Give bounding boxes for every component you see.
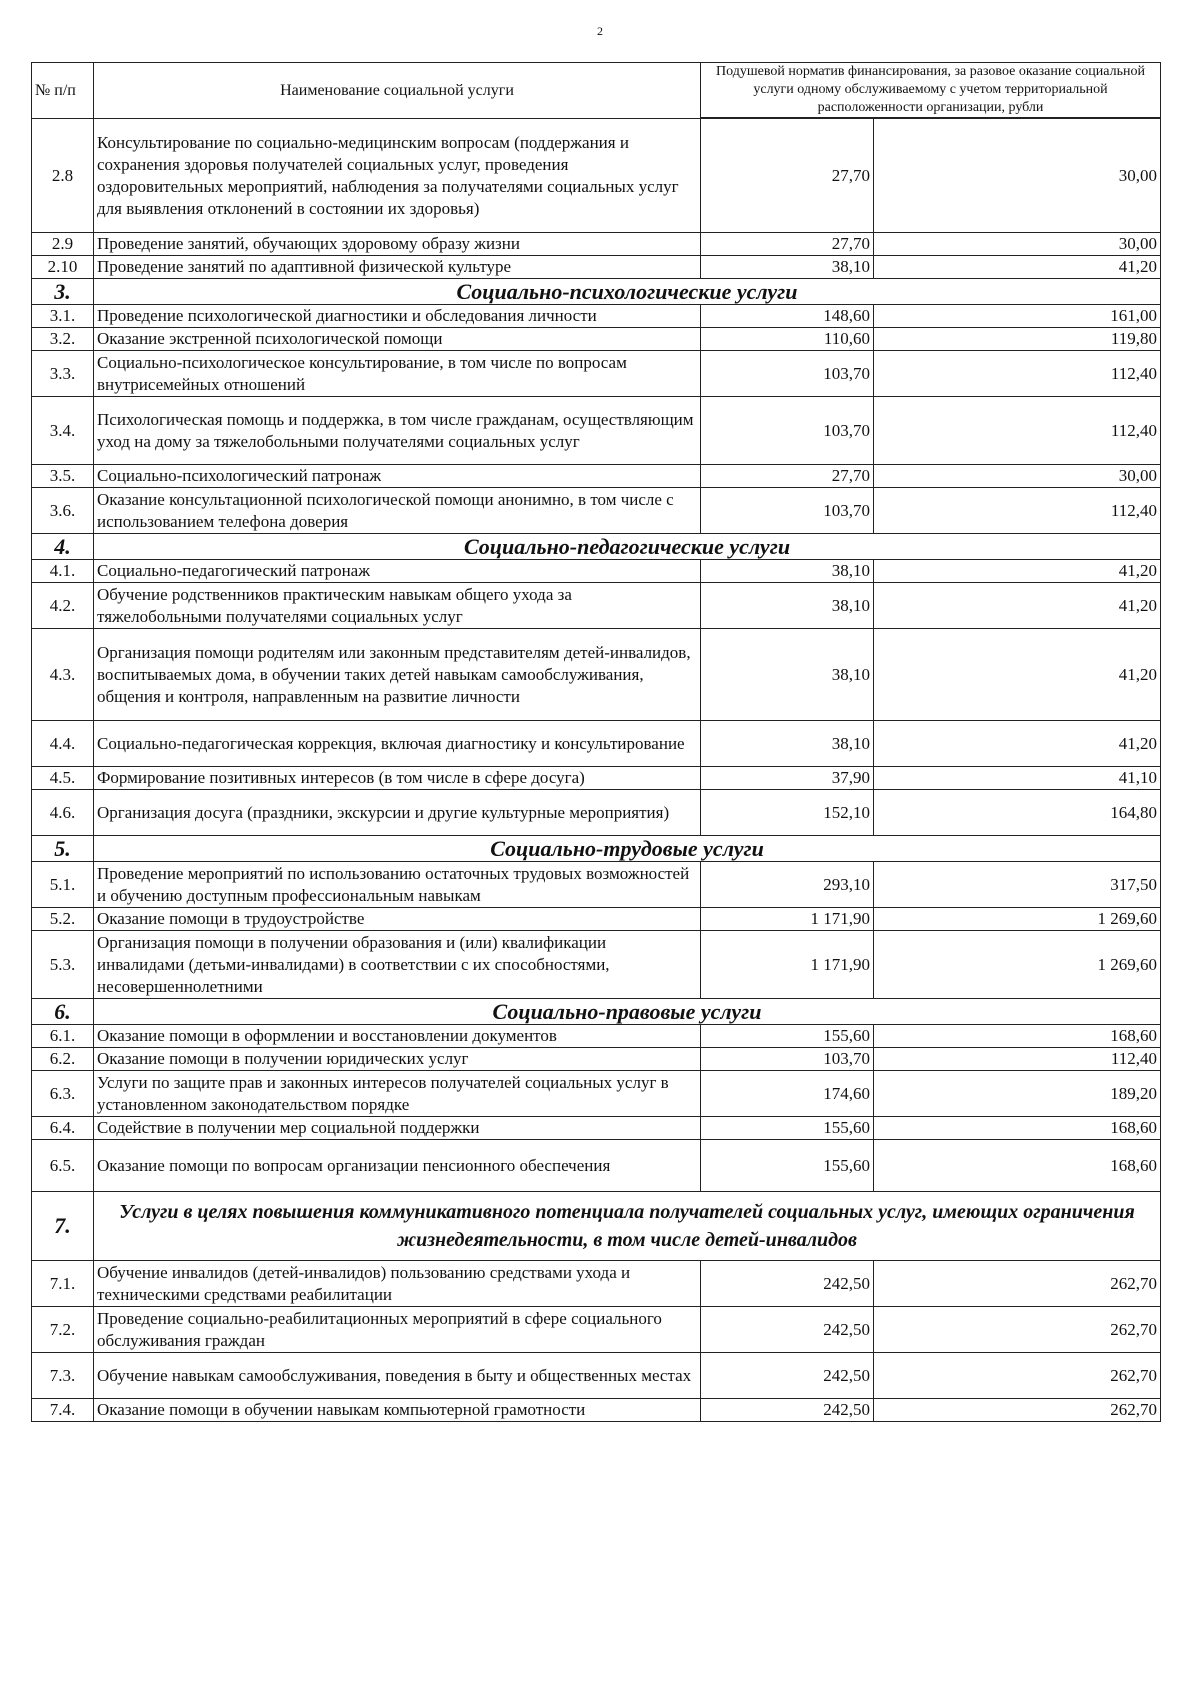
table-row bbox=[32, 328, 1161, 351]
table-row bbox=[32, 1071, 1161, 1117]
section-row bbox=[32, 836, 1161, 862]
service-name: Проведение мероприятий по использованию остаточных трудовых возможностей и обучению доступным профессиональным навыкам bbox=[94, 862, 701, 908]
norm-value-2: 112,40 bbox=[874, 397, 1161, 465]
norm-value-1: 152,10 bbox=[701, 790, 874, 836]
service-name: Оказание помощи в оформлении и восстановлении документов bbox=[94, 1025, 701, 1048]
norm-value-1: 293,10 bbox=[701, 862, 874, 908]
service-name: Оказание экстренной психологической помощи bbox=[94, 328, 701, 351]
table-row bbox=[32, 488, 1161, 534]
section-title: Социально-психологические услуги bbox=[94, 279, 1161, 305]
service-name: Социально-педагогический патронаж bbox=[94, 560, 701, 583]
table-row bbox=[32, 256, 1161, 279]
table-row bbox=[32, 1025, 1161, 1048]
service-number: 4.2. bbox=[32, 583, 94, 629]
service-name: Социально-психологический патронаж bbox=[94, 465, 701, 488]
norm-value-2: 189,20 bbox=[874, 1071, 1161, 1117]
table-header-row bbox=[32, 63, 1161, 118]
service-name: Организация помощи родителям или законным представителям детей-инвалидов, воспитываемых дома, в обучении таких детей навыкам самообслуживания, общения и контроля, направленным на развитие личности bbox=[94, 629, 701, 721]
service-number: 4.5. bbox=[32, 767, 94, 790]
table-row bbox=[32, 790, 1161, 836]
service-number: 3.4. bbox=[32, 397, 94, 465]
section-row bbox=[32, 1192, 1161, 1261]
norm-value-1: 174,60 bbox=[701, 1071, 874, 1117]
table-row bbox=[32, 583, 1161, 629]
norm-value-2: 1 269,60 bbox=[874, 908, 1161, 931]
norm-value-1: 1 171,90 bbox=[701, 908, 874, 931]
table-row bbox=[32, 233, 1161, 256]
service-name: Оказание помощи в трудоустройстве bbox=[94, 908, 701, 931]
service-number: 6.2. bbox=[32, 1048, 94, 1071]
service-name: Организация помощи в получении образования и (или) квалификации инвалидами (детьми-инвалидами) в соответствии с их способностями, несовершеннолетними bbox=[94, 931, 701, 999]
norm-value-1: 110,60 bbox=[701, 328, 874, 351]
table-row bbox=[32, 305, 1161, 328]
service-number: 7.4. bbox=[32, 1399, 94, 1422]
norm-value-1: 155,60 bbox=[701, 1025, 874, 1048]
norm-value-1: 1 171,90 bbox=[701, 931, 874, 999]
service-name: Содействие в получении мер социальной поддержки bbox=[94, 1117, 701, 1140]
section-row bbox=[32, 534, 1161, 560]
service-name: Консультирование по социально-медицинским вопросам (поддержания и сохранения здоровья получателей социальных услуг, проведения оздоровительных мероприятий, наблюдения за получателями социальных услуг для выявления отклонений в состоянии их здоровья) bbox=[94, 119, 701, 233]
norm-value-2: 168,60 bbox=[874, 1117, 1161, 1140]
service-number: 5.1. bbox=[32, 862, 94, 908]
norm-value-2: 112,40 bbox=[874, 488, 1161, 534]
norm-value-1: 148,60 bbox=[701, 305, 874, 328]
service-name: Организация досуга (праздники, экскурсии и другие культурные мероприятия) bbox=[94, 790, 701, 836]
norm-value-1: 103,70 bbox=[701, 351, 874, 397]
norm-value-2: 317,50 bbox=[874, 862, 1161, 908]
norm-value-1: 242,50 bbox=[701, 1353, 874, 1399]
norm-value-2: 112,40 bbox=[874, 351, 1161, 397]
norm-value-2: 41,20 bbox=[874, 629, 1161, 721]
service-number: 3.3. bbox=[32, 351, 94, 397]
norm-value-2: 161,00 bbox=[874, 305, 1161, 328]
norm-value-1: 27,70 bbox=[701, 465, 874, 488]
table-row bbox=[32, 1399, 1161, 1422]
norm-value-1: 38,10 bbox=[701, 560, 874, 583]
table-row bbox=[32, 721, 1161, 767]
service-name: Психологическая помощь и поддержка, в том числе гражданам, осуществляющим уход на дому за тяжелобольными получателями социальных услуг bbox=[94, 397, 701, 465]
norm-value-2: 1 269,60 bbox=[874, 931, 1161, 999]
service-number: 6.4. bbox=[32, 1117, 94, 1140]
norm-value-1: 103,70 bbox=[701, 488, 874, 534]
service-number: 3.5. bbox=[32, 465, 94, 488]
table-row bbox=[32, 931, 1161, 999]
norm-value-2: 30,00 bbox=[874, 119, 1161, 233]
norm-value-2: 262,70 bbox=[874, 1399, 1161, 1422]
section-title: Социально-трудовые услуги bbox=[94, 836, 1161, 862]
norm-value-1: 38,10 bbox=[701, 629, 874, 721]
table-row bbox=[32, 1261, 1161, 1307]
norm-value-2: 41,20 bbox=[874, 256, 1161, 279]
section-number: 7. bbox=[32, 1192, 94, 1261]
header-funding-norm: Подушевой норматив финансирования, за разовое оказание социальной услуги одному обслуживаемому с учетом территориальной расположенности организации, рубли bbox=[701, 63, 1161, 118]
table-row bbox=[32, 908, 1161, 931]
section-row bbox=[32, 279, 1161, 305]
service-name: Проведение социально-реабилитационных мероприятий в сфере социального обслуживания граждан bbox=[94, 1307, 701, 1353]
service-number: 7.2. bbox=[32, 1307, 94, 1353]
norm-value-1: 38,10 bbox=[701, 721, 874, 767]
norm-value-2: 41,20 bbox=[874, 583, 1161, 629]
header-service-name: Наименование социальной услуги bbox=[94, 63, 701, 119]
service-name: Оказание помощи в обучении навыкам компьютерной грамотности bbox=[94, 1399, 701, 1422]
service-number: 2.10 bbox=[32, 256, 94, 279]
service-name: Оказание помощи в получении юридических услуг bbox=[94, 1048, 701, 1071]
section-number: 4. bbox=[32, 534, 94, 560]
service-name: Услуги по защите прав и законных интересов получателей социальных услуг в установленном законодательством порядке bbox=[94, 1071, 701, 1117]
norm-value-2: 262,70 bbox=[874, 1261, 1161, 1307]
table-row bbox=[32, 119, 1161, 233]
norm-value-2: 30,00 bbox=[874, 465, 1161, 488]
section-number: 5. bbox=[32, 836, 94, 862]
service-name: Проведение занятий, обучающих здоровому образу жизни bbox=[94, 233, 701, 256]
norm-value-1: 242,50 bbox=[701, 1307, 874, 1353]
norm-value-1: 27,70 bbox=[701, 233, 874, 256]
table-row bbox=[32, 1353, 1161, 1399]
section-number: 3. bbox=[32, 279, 94, 305]
table-row bbox=[32, 1307, 1161, 1353]
norm-value-1: 38,10 bbox=[701, 256, 874, 279]
norm-value-1: 155,60 bbox=[701, 1117, 874, 1140]
norm-value-2: 164,80 bbox=[874, 790, 1161, 836]
service-number: 5.3. bbox=[32, 931, 94, 999]
table-row bbox=[32, 1117, 1161, 1140]
service-number: 7.3. bbox=[32, 1353, 94, 1399]
norm-value-2: 168,60 bbox=[874, 1140, 1161, 1192]
norm-value-1: 242,50 bbox=[701, 1261, 874, 1307]
service-name: Проведение психологической диагностики и обследования личности bbox=[94, 305, 701, 328]
table-row bbox=[32, 465, 1161, 488]
service-number: 4.3. bbox=[32, 629, 94, 721]
service-number: 6.5. bbox=[32, 1140, 94, 1192]
service-number: 3.2. bbox=[32, 328, 94, 351]
section-number: 6. bbox=[32, 999, 94, 1025]
service-name: Проведение занятий по адаптивной физической культуре bbox=[94, 256, 701, 279]
table-row bbox=[32, 862, 1161, 908]
norm-value-1: 103,70 bbox=[701, 397, 874, 465]
services-table bbox=[31, 62, 1161, 1422]
table-body bbox=[32, 119, 1161, 1422]
service-number: 3.1. bbox=[32, 305, 94, 328]
service-number: 4.1. bbox=[32, 560, 94, 583]
section-title: Социально-педагогические услуги bbox=[94, 534, 1161, 560]
norm-value-1: 37,90 bbox=[701, 767, 874, 790]
section-title: Услуги в целях повышения коммуникативного потенциала получателей социальных услуг, имеющих ограничения жизнедеятельности, в том числе детей-инвалидов bbox=[94, 1192, 1161, 1261]
table-row bbox=[32, 1048, 1161, 1071]
service-name: Оказание помощи по вопросам организации пенсионного обеспечения bbox=[94, 1140, 701, 1192]
norm-value-2: 41,20 bbox=[874, 721, 1161, 767]
norm-value-2: 262,70 bbox=[874, 1307, 1161, 1353]
norm-value-1: 27,70 bbox=[701, 119, 874, 233]
table-row bbox=[32, 560, 1161, 583]
norm-value-1: 242,50 bbox=[701, 1399, 874, 1422]
service-number: 6.3. bbox=[32, 1071, 94, 1117]
service-number: 4.4. bbox=[32, 721, 94, 767]
norm-value-1: 155,60 bbox=[701, 1140, 874, 1192]
service-number: 3.6. bbox=[32, 488, 94, 534]
table-row bbox=[32, 1140, 1161, 1192]
service-number: 4.6. bbox=[32, 790, 94, 836]
header-number: № п/п bbox=[32, 63, 94, 119]
service-name: Оказание консультационной психологической помощи анонимно, в том числе с использованием телефона доверия bbox=[94, 488, 701, 534]
table-row bbox=[32, 629, 1161, 721]
service-name: Обучение инвалидов (детей-инвалидов) пользованию средствами ухода и техническими средствами реабилитации bbox=[94, 1261, 701, 1307]
page-number: 2 bbox=[597, 24, 603, 38]
service-name: Формирование позитивных интересов (в том числе в сфере досуга) bbox=[94, 767, 701, 790]
norm-value-2: 119,80 bbox=[874, 328, 1161, 351]
section-title: Социально-правовые услуги bbox=[94, 999, 1161, 1025]
service-number: 2.8 bbox=[32, 119, 94, 233]
norm-value-2: 168,60 bbox=[874, 1025, 1161, 1048]
service-number: 5.2. bbox=[32, 908, 94, 931]
service-name: Социально-педагогическая коррекция, включая диагностику и консультирование bbox=[94, 721, 701, 767]
norm-value-1: 103,70 bbox=[701, 1048, 874, 1071]
table-row bbox=[32, 397, 1161, 465]
norm-value-1: 38,10 bbox=[701, 583, 874, 629]
service-name: Обучение родственников практическим навыкам общего ухода за тяжелобольными получателями социальных услуг bbox=[94, 583, 701, 629]
table-row bbox=[32, 767, 1161, 790]
service-number: 2.9 bbox=[32, 233, 94, 256]
service-name: Обучение навыкам самообслуживания, поведения в быту и общественных местах bbox=[94, 1353, 701, 1399]
norm-value-2: 41,20 bbox=[874, 560, 1161, 583]
norm-value-2: 112,40 bbox=[874, 1048, 1161, 1071]
section-row bbox=[32, 999, 1161, 1025]
norm-value-2: 262,70 bbox=[874, 1353, 1161, 1399]
norm-value-2: 41,10 bbox=[874, 767, 1161, 790]
norm-value-2: 30,00 bbox=[874, 233, 1161, 256]
service-number: 7.1. bbox=[32, 1261, 94, 1307]
service-name: Социально-психологическое консультирование, в том числе по вопросам внутрисемейных отношений bbox=[94, 351, 701, 397]
table-row bbox=[32, 351, 1161, 397]
service-number: 6.1. bbox=[32, 1025, 94, 1048]
